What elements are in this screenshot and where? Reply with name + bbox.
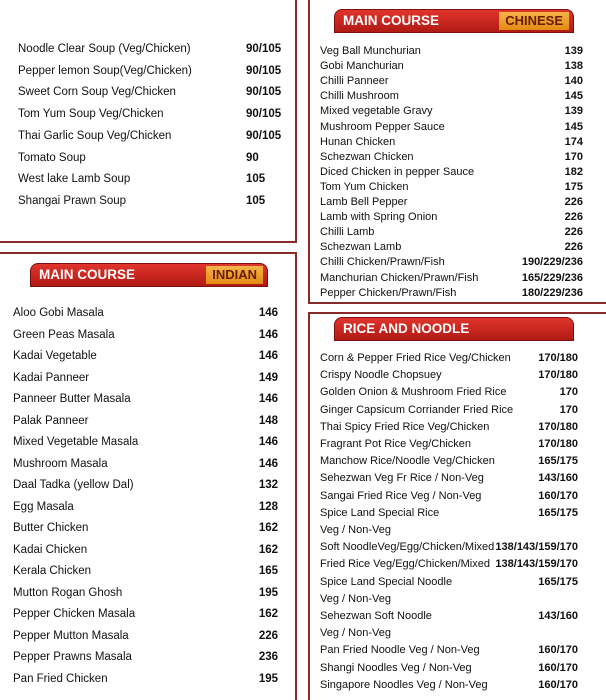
menu-item-row (320, 210, 583, 224)
menu-item-name: Veg / Non-Veg (320, 592, 391, 605)
menu-item-price: 165/175 (538, 575, 578, 588)
menu-item-price: 139 (564, 45, 583, 57)
menu-item-name: Sehezwan Veg Fr Rice / Non-Veg (320, 472, 484, 485)
menu-item-name: Pepper lemon Soup(Veg/Chicken) (18, 64, 192, 77)
menu-item-name: Pepper Mutton Masala (13, 629, 129, 642)
menu-item-name: Chilli Chicken/Prawn/Fish (320, 256, 445, 269)
menu-item-row (320, 506, 578, 520)
menu-item-name: Diced Chicken in pepper Sauce (320, 165, 475, 178)
menu-item-row (320, 135, 583, 149)
menu-item-price: 175 (564, 180, 583, 193)
menu-item-price: 90/105 (246, 64, 282, 77)
indian-header-tag: INDIAN (206, 266, 263, 284)
menu-item-row (320, 609, 578, 623)
menu-item-price: 140 (564, 75, 583, 88)
menu-item-row (13, 457, 278, 471)
menu-item-row (13, 435, 278, 449)
menu-item-price: 195 (258, 586, 278, 599)
menu-item-price: 165/175 (538, 455, 578, 468)
menu-item-price: 226 (564, 196, 583, 208)
menu-item-price: 90 (246, 151, 259, 164)
menu-item-row (13, 672, 278, 686)
menu-item-row (320, 420, 578, 434)
menu-item-price: 148 (258, 414, 278, 427)
menu-item-row (320, 592, 578, 606)
menu-item-name: Schezwan Lamb (320, 241, 402, 254)
menu-item-name: Tom Yum Soup Veg/Chicken (18, 108, 164, 121)
menu-item-row (320, 454, 578, 468)
menu-item-row (320, 557, 578, 571)
menu-item-row (18, 151, 288, 165)
menu-item-price: 226 (564, 211, 583, 224)
menu-item-row (320, 523, 578, 537)
menu-item-price: 162 (258, 543, 278, 556)
menu-item-row (13, 371, 278, 385)
menu-item-price: 190/229/236 (521, 256, 583, 269)
menu-item-name: Manchow Rice/Noodle Veg/Chicken (320, 455, 495, 468)
menu-item-price: 90/105 (246, 86, 282, 99)
menu-item-name: Tomato Soup (18, 151, 86, 164)
menu-item-name: Daal Tadka (yellow Dal) (13, 479, 134, 491)
menu-item-price: 143/160 (538, 610, 578, 622)
menu-item-row (320, 626, 578, 640)
menu-item-row (320, 643, 578, 657)
menu-item-price: 105 (246, 194, 266, 207)
menu-item-price: 143/160 (538, 472, 578, 485)
menu-item-price: 145 (564, 90, 583, 103)
menu-item-row (13, 629, 278, 643)
rice-header-title: RICE AND NOODLE (343, 321, 470, 336)
indian-header (30, 263, 268, 287)
menu-item-name: Sangai Fried Rice Veg / Non-Veg (320, 489, 482, 502)
menu-item-name: Spice Land Special Noodle (320, 575, 453, 588)
menu-item-row (18, 107, 288, 121)
menu-item-row (18, 85, 288, 99)
menu-item-name: Pan Fried Chicken (13, 672, 108, 685)
menu-item-row (13, 521, 278, 535)
menu-item-row (320, 385, 578, 399)
menu-item-price: 146 (258, 328, 278, 341)
menu-item-row (13, 607, 278, 621)
menu-item-price: 145 (564, 120, 583, 133)
menu-item-row (320, 89, 583, 103)
menu-item-row (320, 104, 583, 118)
menu-item-row (320, 489, 578, 503)
menu-item-name: Shangai Prawn Soup (18, 194, 127, 207)
menu-item-row (320, 120, 583, 134)
menu-item-price: 226 (258, 629, 278, 642)
menu-item-name: Sehezwan Soft Noodle (320, 610, 432, 622)
menu-item-name: Manchurian Chicken/Prawn/Fish (320, 271, 479, 284)
menu-item-price: 182 (564, 165, 583, 178)
menu-item-name: Hunan Chicken (320, 135, 396, 148)
menu-item-price: 174 (564, 135, 583, 148)
menu-item-price: 149 (258, 371, 278, 384)
indian-header-title: MAIN COURSE (39, 267, 136, 282)
chinese-main-course-section (308, 0, 606, 304)
menu-item-row (320, 678, 578, 692)
menu-item-name: Pan Fried Noodle Veg / Non-Veg (320, 644, 480, 657)
menu-item-row (320, 240, 583, 254)
menu-item-row (13, 564, 278, 578)
menu-item-row (13, 414, 278, 428)
menu-item-price: 170/180 (538, 420, 578, 433)
menu-item-price: 170/180 (538, 352, 578, 364)
menu-item-row (18, 64, 288, 78)
menu-item-name: Palak Panneer (13, 414, 89, 427)
menu-item-name: Singapore Noodles Veg / Non-Veg (320, 678, 488, 691)
menu-item-name: Veg Ball Munchurian (320, 45, 421, 57)
menu-item-price: 170 (559, 386, 578, 399)
menu-item-price: 146 (258, 436, 278, 448)
menu-item-row (18, 194, 288, 208)
menu-item-name: Pepper Chicken/Prawn/Fish (320, 286, 457, 299)
menu-item-row (320, 74, 583, 88)
menu-item-row (13, 650, 278, 664)
menu-item-name: Aloo Gobi Masala (13, 307, 104, 319)
menu-item-row (320, 661, 578, 675)
menu-item-name: Lamb Bell Pepper (320, 196, 408, 208)
menu-item-price: 170/180 (538, 438, 578, 450)
menu-item-name: Chilli Mushroom (320, 90, 399, 103)
menu-item-name: Soft NoodleVeg/Egg/Chicken/Mixed (320, 541, 495, 554)
rice-header (334, 317, 574, 341)
menu-item-row (13, 500, 278, 514)
menu-item-name: Schezwan Chicken (320, 150, 414, 163)
menu-item-name: Crispy Noodle Chopsuey (320, 369, 442, 382)
menu-item-price: 146 (258, 393, 278, 405)
menu-item-price: 105 (246, 173, 266, 186)
menu-item-row (320, 165, 583, 179)
menu-item-name: Veg / Non-Veg (320, 627, 391, 640)
menu-item-name: Fried Rice Veg/Egg/Chicken/Mixed (320, 558, 490, 571)
chinese-header-tag: CHINESE (499, 12, 569, 30)
menu-item-price: 180/229/236 (521, 286, 583, 299)
menu-item-name: Kadai Vegetable (13, 350, 97, 362)
menu-item-row (18, 129, 288, 143)
menu-item-row (320, 368, 578, 382)
menu-item-price: 162 (258, 522, 278, 534)
menu-item-price: 146 (258, 307, 278, 319)
menu-item-row (13, 328, 278, 342)
rice-noodle-section (308, 312, 606, 700)
menu-item-name: Pepper Chicken Masala (13, 608, 136, 620)
menu-item-price: 146 (258, 457, 278, 470)
menu-item-price: 226 (564, 241, 583, 254)
menu-item-price: 90/105 (246, 43, 282, 55)
menu-item-name: Chilli Panneer (320, 75, 389, 88)
menu-item-row (320, 255, 583, 269)
menu-item-price: 128 (258, 500, 278, 513)
menu-item-row (320, 471, 578, 485)
menu-item-name: Gobi Manchurian (320, 60, 404, 73)
menu-item-row (320, 575, 578, 589)
soup-section (0, 0, 297, 243)
menu-item-name: Mixed Vegetable Masala (13, 436, 139, 448)
menu-item-price: 90/105 (246, 129, 282, 142)
menu-item-row (320, 351, 578, 365)
menu-item-name: Thai Garlic Soup Veg/Chicken (18, 129, 172, 142)
menu-item-price: 138/143/159/170 (495, 541, 578, 554)
menu-item-row (320, 195, 583, 209)
menu-item-price: 132 (258, 479, 278, 491)
menu-item-row (320, 271, 583, 285)
menu-item-price: 165/175 (538, 506, 578, 519)
menu-item-price: 160/170 (538, 644, 578, 657)
menu-item-price: 226 (564, 226, 583, 239)
menu-item-price: 160/170 (538, 678, 578, 691)
menu-item-row (13, 478, 278, 492)
menu-item-name: Mixed vegetable Gravy (320, 105, 433, 118)
menu-item-price: 160/170 (538, 489, 578, 502)
menu-item-name: Mutton Rogan Ghosh (13, 586, 123, 599)
menu-item-row (320, 150, 583, 164)
menu-item-price: 236 (258, 651, 278, 663)
menu-item-name: Kerala Chicken (13, 565, 91, 577)
menu-item-name: Fragrant Pot Rice Veg/Chicken (320, 438, 472, 450)
menu-item-price: 165/229/236 (521, 271, 583, 284)
menu-item-name: Shangi Noodles Veg / Non-Veg (320, 661, 472, 674)
menu-item-name: Kadai Panneer (13, 371, 90, 384)
menu-item-name: Veg / Non-Veg (320, 524, 391, 536)
menu-item-name: Kadai Chicken (13, 543, 88, 556)
menu-item-name: Egg Masala (13, 500, 74, 513)
menu-item-price: 90/105 (246, 108, 282, 121)
menu-item-row (18, 172, 288, 186)
menu-item-price: 195 (258, 672, 278, 685)
menu-item-price: 138 (564, 60, 583, 73)
menu-item-row (320, 437, 578, 451)
menu-item-name: Ginger Capsicum Corriander Fried Rice (320, 403, 514, 416)
menu-item-price: 138/143/159/170 (495, 558, 578, 571)
menu-item-name: Spice Land Special Rice (320, 506, 440, 519)
menu-item-price: 146 (258, 350, 278, 362)
menu-item-row (13, 306, 278, 320)
menu-item-name: Corn & Pepper Fried Rice Veg/Chicken (320, 352, 511, 364)
menu-item-price: 162 (258, 608, 278, 620)
menu-item-row (13, 543, 278, 557)
menu-item-row (320, 540, 578, 554)
menu-item-row (320, 59, 583, 73)
chinese-header (334, 9, 574, 33)
menu-item-row (13, 349, 278, 363)
menu-item-price: 160/170 (538, 661, 578, 674)
menu-item-price: 170 (564, 150, 583, 163)
menu-item-name: Panneer Butter Masala (13, 393, 131, 405)
menu-item-name: Mushroom Pepper Sauce (320, 120, 445, 133)
menu-item-name: Butter Chicken (13, 522, 89, 534)
menu-item-row (13, 586, 278, 600)
menu-item-row (320, 286, 583, 300)
menu-item-name: Noodle Clear Soup (Veg/Chicken) (18, 43, 191, 55)
menu-item-name: Chilli Lamb (320, 226, 375, 239)
indian-main-course-section (0, 252, 297, 700)
menu-item-row (18, 42, 288, 56)
menu-item-price: 170 (559, 403, 578, 416)
menu-item-name: Green Peas Masala (13, 328, 115, 341)
menu-item-name: Thai Spicy Fried Rice Veg/Chicken (320, 420, 490, 433)
chinese-header-title: MAIN COURSE (343, 13, 440, 28)
menu-item-row (320, 44, 583, 58)
menu-item-name: West lake Lamb Soup (18, 173, 131, 186)
menu-item-row (320, 225, 583, 239)
menu-item-price: 170/180 (538, 369, 578, 382)
menu-item-price: 139 (564, 105, 583, 118)
menu-item-name: Mushroom Masala (13, 457, 108, 470)
menu-item-name: Golden Onion & Mushroom Fried Rice (320, 386, 507, 399)
menu-item-name: Tom Yum Chicken (320, 180, 409, 193)
menu-item-row (320, 403, 578, 417)
menu-item-name: Pepper Prawns Masala (13, 651, 132, 663)
menu-item-row (13, 392, 278, 406)
menu-item-price: 165 (258, 565, 278, 577)
menu-item-name: Lamb with Spring Onion (320, 211, 438, 224)
menu-item-row (320, 180, 583, 194)
menu-item-name: Sweet Corn Soup Veg/Chicken (18, 86, 176, 99)
